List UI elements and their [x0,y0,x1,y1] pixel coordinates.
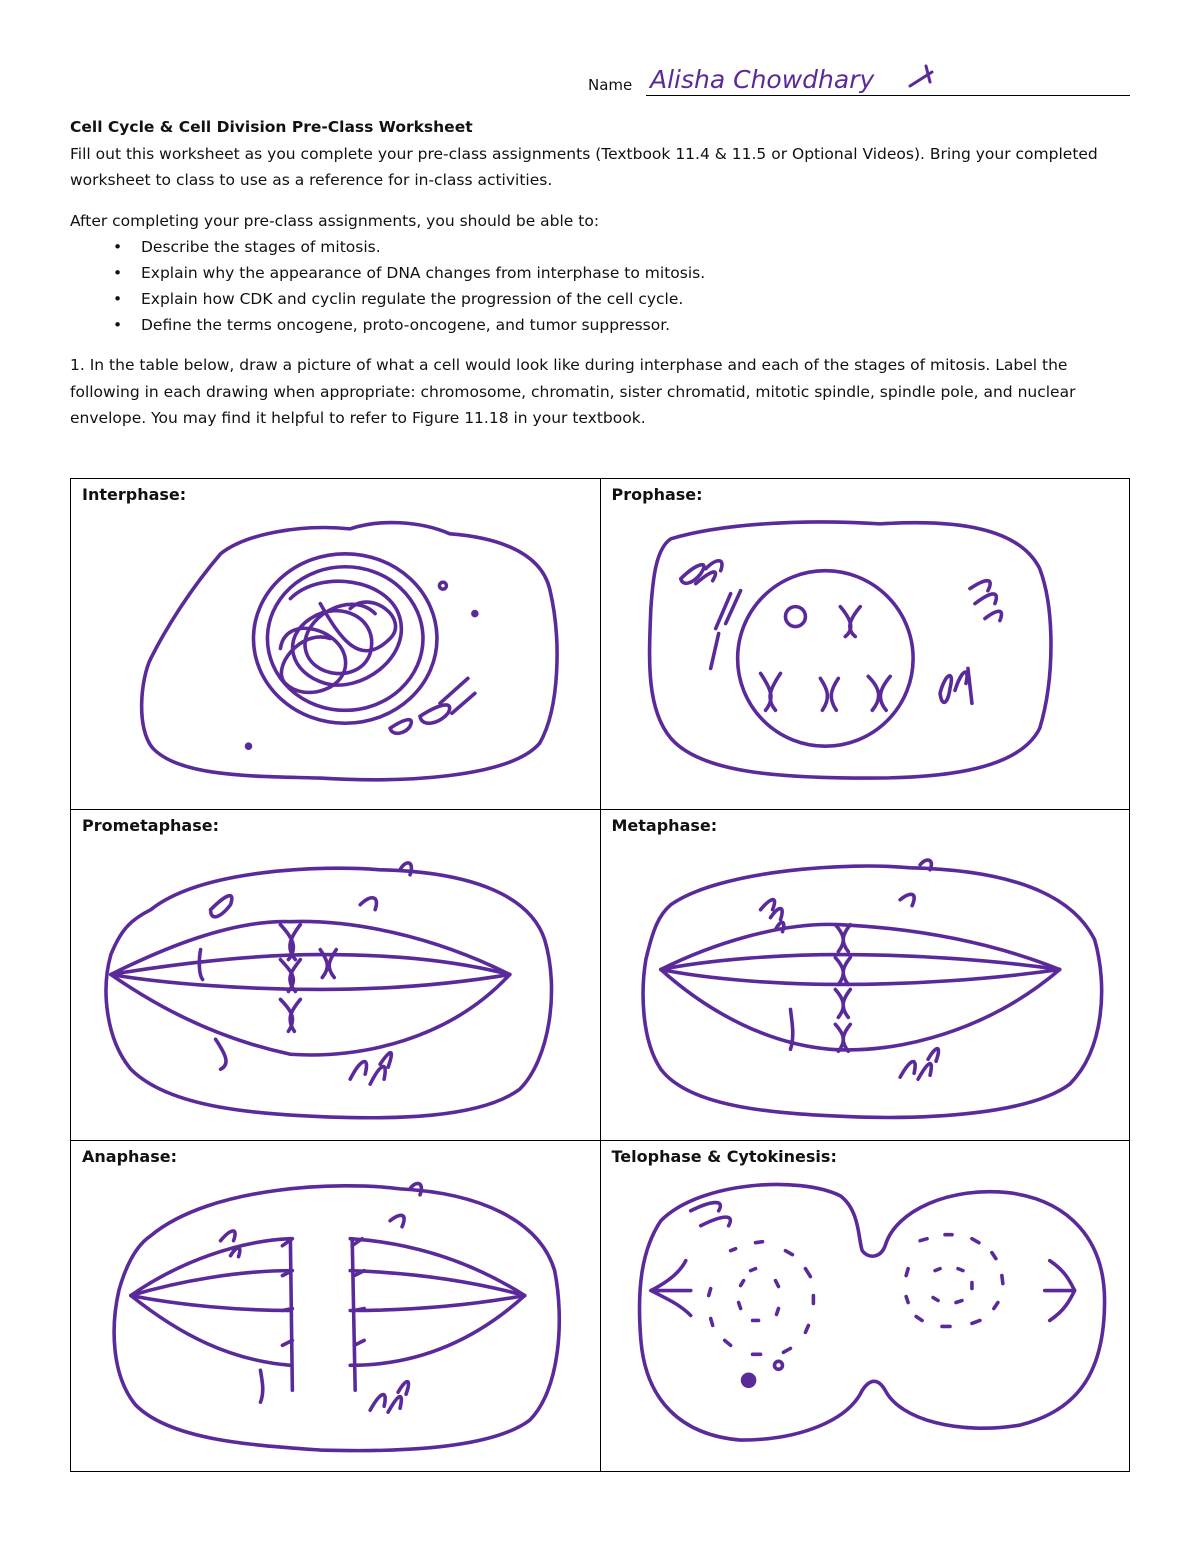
objective-item: • Describe the stages of mitosis. [113,238,381,256]
metaphase-drawing [601,810,1130,1140]
worksheet-content [70,114,1132,432]
worksheet-intro: Fill out this worksheet as you complete your pre-class assignments (Textbook 11.4 & 11.5 or Optional Videos). Bring your completed worksheet to class to use as a reference for in-class activities. [70,144,1098,189]
cell-label-interphase: Interphase: [82,485,187,504]
cell-prophase [600,479,1130,810]
prophase-drawing [601,479,1130,809]
student-name-signature [648,60,948,100]
cell-label-prophase: Prophase: [611,485,703,504]
cell-interphase [71,479,601,810]
cell-anaphase [71,1141,601,1472]
cell-label-telophase: Telophase & Cytokinesis: [611,1147,837,1166]
cell-telophase [600,1141,1130,1472]
cell-prometaphase [71,810,601,1141]
cell-label-metaphase: Metaphase: [611,816,718,835]
mitosis-stages-table [70,478,1130,1472]
objectives-lead: After completing your pre-class assignments, you should be able to: [70,211,600,230]
objective-item: • Define the terms oncogene, proto-oncogene, and tumor suppressor. [113,316,671,334]
anaphase-drawing [71,1141,600,1471]
telophase-drawing [601,1141,1130,1471]
name-row [588,60,1130,100]
cell-metaphase [600,810,1130,1141]
name-label: Name [588,76,633,94]
objective-item: • Explain how CDK and cyclin regulate the progression of the cell cycle. [113,290,684,308]
worksheet-title: Cell Cycle & Cell Division Pre-Class Worksheet [70,118,473,136]
interphase-drawing [71,479,600,809]
objectives-list [70,234,1132,338]
objective-item: • Explain why the appearance of DNA changes from interphase to mitosis. [113,264,706,282]
cell-label-prometaphase: Prometaphase: [82,816,219,835]
question-1: 1. In the table below, draw a picture of what a cell would look like during interphase and each of the stages of mitosis. Label the following in each drawing when appropriate: chromosome, chromatin, sister chromatid, mitotic spindle, spindle pole, and nuclear envelope. You may find it helpful to refer to Figure 11.18 in your textbook. [70,356,1076,427]
prometaphase-drawing [71,810,600,1140]
svg-text:Alisha Chowdhary: Alisha Chowdhary [650,65,875,94]
cell-label-anaphase: Anaphase: [82,1147,177,1166]
